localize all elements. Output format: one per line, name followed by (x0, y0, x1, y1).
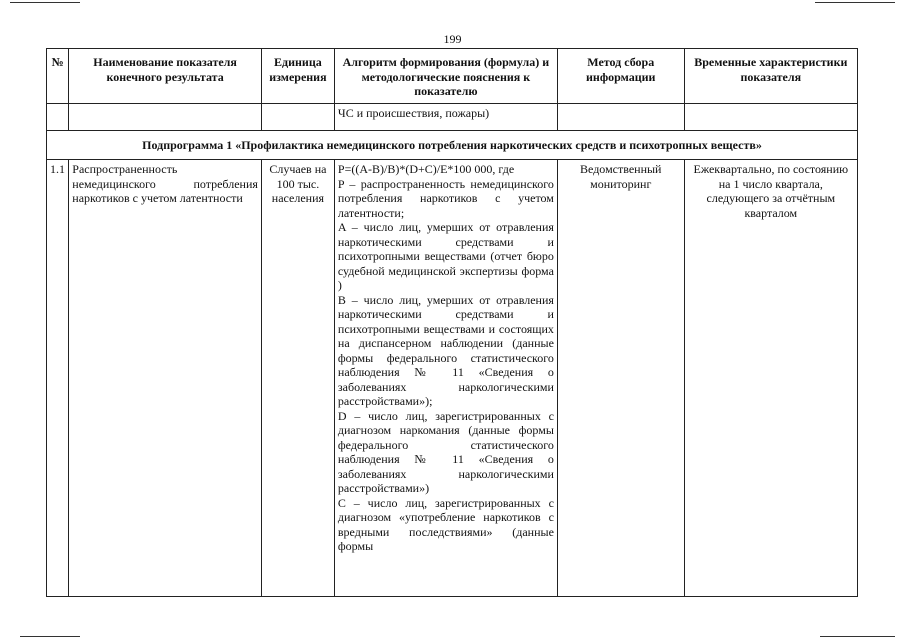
header-num: № (47, 49, 69, 104)
page-number: 199 (443, 32, 462, 46)
indicators-table (46, 48, 858, 597)
header-name: Наименование показателя конечного результата (69, 49, 262, 104)
header-unit: Единица измерения (261, 49, 334, 104)
algorithm-def-d: D – число лиц, зарегистрированных с диагнозом наркомания (данные формы федерального статистического наблюдения № 11 «Сведения о заболеваниях наркологическими расстройствами») (337, 408, 554, 495)
algorithm-def-c: C – число лиц, зарегистрированных с диагнозом «употребление наркотиков с вредными последствиями» (данные формы (337, 495, 554, 553)
continuation-row (47, 104, 858, 131)
algorithm-formula: P=((A-B)/B)*(D+C)/E*100 000, где (337, 162, 515, 176)
subprogram-title: Подпрограмма 1 «Профилактика немедицинского потребления наркотических средств и психотропных веществ» (47, 131, 858, 160)
header-method: Метод сбора информации (557, 49, 684, 104)
cont-algorithm-cell: ЧС и происшествия, пожары) (334, 104, 557, 131)
algorithm-def-a: A – число лиц, умерших от отравления наркотическими средствами и психотропными веществами (отчет бюро судебной медицинской экспертизы форма ) (337, 220, 554, 292)
row-num: 1.1 (47, 160, 69, 597)
row-method: Ведомственный мониторинг (557, 160, 684, 597)
scan-edge-bottom-left (20, 636, 80, 637)
table-header-row (47, 49, 858, 104)
row-name: Распространенность немедицинского потребления наркотиков с учетом латентности (69, 160, 262, 597)
header-algorithm: Алгоритм формирования (формула) и методологические пояснения к показателю (334, 49, 557, 104)
scan-edge-top-left (10, 2, 80, 3)
row-time: Ежеквартально, по состоянию на 1 число квартала, следующего за отчётным кварталом (684, 160, 857, 597)
cont-time-cell (684, 104, 857, 131)
scan-edge-bottom-right (820, 636, 895, 637)
table-row (47, 160, 858, 597)
cont-unit-cell (261, 104, 334, 131)
header-time: Временные характеристики показателя (684, 49, 857, 104)
cont-method-cell (557, 104, 684, 131)
algorithm-def-p: P – распространенность немедицинского потребления наркотиков с учетом латентности; (337, 176, 554, 220)
row-algorithm (334, 160, 557, 597)
cont-name-cell (69, 104, 262, 131)
row-unit: Случаев на 100 тыс. населения (261, 160, 334, 597)
scan-edge-top-right (815, 2, 895, 3)
subprogram-row (47, 131, 858, 160)
cont-num-cell (47, 104, 69, 131)
algorithm-def-b: B – число лиц, умерших от отравления наркотическими средствами и психотропными веществами и состоящих на диспансерном наблюдении (данные формы федерального статистического наблюдения № 11 «Сведения о заболеваниях наркологическими расстройствами»); (337, 292, 554, 408)
